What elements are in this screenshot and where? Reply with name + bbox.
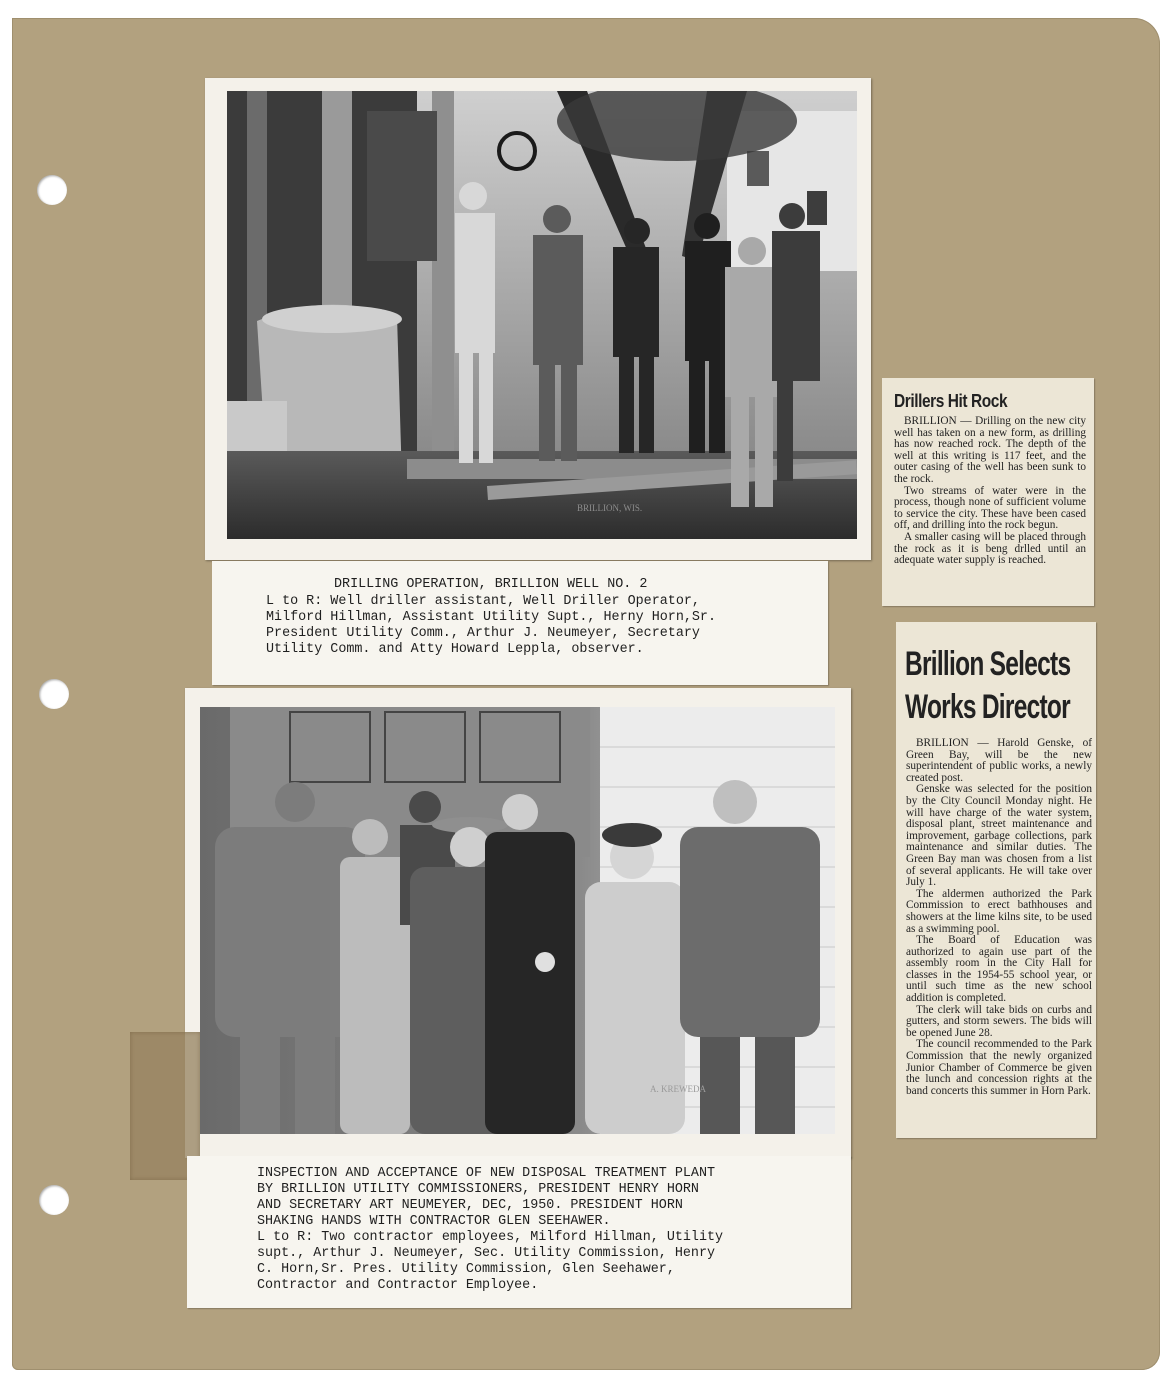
clipping-paragraph: BRILLION — Harold Genske, of Green Bay, will be the new superintendent of public works, a newly created post. [906, 737, 1092, 784]
drilling-photo [205, 78, 871, 560]
photo-stamp: A. KREWEDA [650, 1084, 706, 1094]
inspection-caption [187, 1156, 851, 1308]
photo-stamp: BRILLION, WIS. [577, 503, 643, 513]
works-director-clipping [896, 622, 1096, 1138]
clipping-paragraph: A smaller casing will be placed through the rock as it is beng drlled until an adequate water supply is reached. [894, 530, 1086, 567]
binder-hole-top [37, 175, 67, 205]
drilling-caption-line-3: President Utility Comm., Arthur J. Neumeyer, Secretary [266, 626, 700, 641]
inspection-caption-line-7: C. Horn,Sr. Pres. Utility Commission, Glen Seehawer, [257, 1262, 675, 1277]
clipping-paragraph: The clerk will take bids on curbs and gutters, and storm sewers. The bids will be opened June 28. [906, 1003, 1092, 1039]
drilling-photo-image [227, 91, 857, 539]
drilling-caption-line-1: L to R: Well driller assistant, Well Driller Operator, [266, 594, 700, 609]
drilling-caption-title: DRILLING OPERATION, BRILLION WELL NO. 2 [334, 577, 648, 592]
inspection-photo-image [200, 707, 835, 1134]
binder-hole-bottom [39, 1185, 69, 1215]
clipping-headline: Brillion Selects [905, 645, 1071, 683]
clipping-paragraph: The aldermen authorized the Park Commission to erect bathhouses and showers at the lime kilns site, to be used as a swimming pool. [906, 887, 1092, 935]
clipping-paragraph: BRILLION — Drilling on the new city well has taken on a new form, as drilling has now reached rock. The depth of the well at this writing is 117 feet, and the outer casing of the well has been sunk to the rock. [894, 415, 1086, 485]
drilling-caption-line-4: Utility Comm. and Atty Howard Leppla, observer. [266, 642, 644, 657]
drillers-hit-rock-clipping [882, 378, 1094, 606]
scrapbook-page [12, 18, 1160, 1370]
clipping-headline: Works Director [905, 688, 1070, 726]
inspection-photo [185, 688, 851, 1158]
drilling-caption-line-2: Milford Hillman, Assistant Utility Supt., Herny Horn,Sr. [266, 610, 716, 625]
binder-hole-middle [39, 679, 69, 709]
clipping-paragraph: The Board of Education was authorized to again use part of the assembly room in the City Hall for classes in the 1954-55 school year, or until such time as the new school addition is completed. [906, 934, 1092, 1005]
inspection-caption-line-3: AND SECRETARY ART NEUMEYER, DEC, 1950. PRESIDENT HORN [257, 1198, 683, 1213]
inspection-caption-line-4: SHAKING HANDS WITH CONTRACTOR GLEN SEEHAWER. [257, 1214, 611, 1229]
inspection-caption-line-2: BY BRILLION UTILITY COMMISSIONERS, PRESIDENT HENRY HORN [257, 1182, 699, 1197]
clipping-paragraph: Two streams of water were in the process, though none of sufficient volume to service the city. These have been cased off, and drilling into the rock begun. [894, 484, 1086, 532]
clipping-paragraph: Genske was selected for the position by the City Council Monday night. He will have charge of the water system, disposal plant, street maintenance and improvement, garbage collections, park maintenance and similar duties. The Green Bay man was chosen from a list of several applicants. He will take over July 1. [906, 783, 1092, 889]
inspection-caption-line-6: supt., Arthur J. Neumeyer, Sec. Utility Commission, Henry [257, 1246, 716, 1261]
inspection-caption-line-8: Contractor and Contractor Employee. [257, 1278, 539, 1293]
clipping-paragraph: The council recommended to the Park Commission that the newly organized Junior Chamber of Commerce be given the lunch and concession rights at the band concerts this summer in Horn Park. [906, 1038, 1092, 1097]
clipping-headline: Drillers Hit Rock [894, 391, 1008, 411]
drilling-caption [212, 561, 828, 685]
inspection-caption-line-5: L to R: Two contractor employees, Milford Hillman, Utility [257, 1230, 724, 1245]
inspection-caption-line-1: INSPECTION AND ACCEPTANCE OF NEW DISPOSAL TREATMENT PLANT [257, 1166, 716, 1181]
